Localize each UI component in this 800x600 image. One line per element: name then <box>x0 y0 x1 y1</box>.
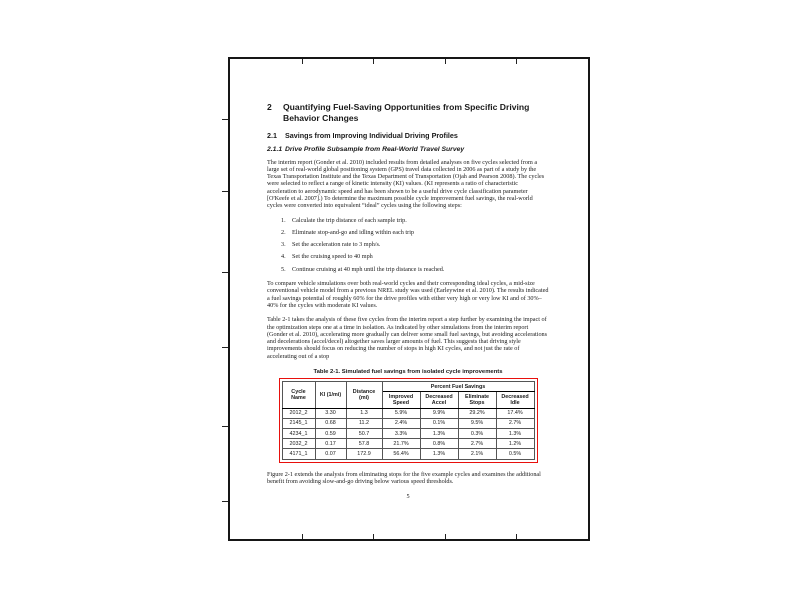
table-header <box>282 382 534 409</box>
table-cell: 1.3% <box>420 449 458 459</box>
fuel-savings-table <box>282 381 535 460</box>
table-cell: 0.3% <box>458 429 496 439</box>
tick-mark <box>445 534 446 539</box>
list-item-number: 4. <box>281 253 286 261</box>
table-cell: 2032_2 <box>282 439 315 449</box>
table-cell: 0.5% <box>496 449 534 459</box>
table-cell: 1.3% <box>420 429 458 439</box>
table-row <box>282 429 534 439</box>
tick-mark <box>373 534 374 539</box>
paragraph-table-intro: Table 2-1 takes the analysis of these five cycles from the interim report a step further by examining the impact of the optimization steps one at a time in isolation. As indicated by other simulations from the interim report (Gonder et al. 2010), accelerating more gradually can deliver some small fuel savings, but avoiding accelerations and decelerations (accel/decel) altogether saves larger amounts of fuel. This suggests that driving style improvements should focus on reducing the number of stops in high KI cycles, and not just the rate of accelerating out of a stop <box>267 316 548 360</box>
table-cell: 2145_1 <box>282 418 315 428</box>
tick-mark <box>373 59 374 64</box>
list-item <box>281 229 549 236</box>
table-cell: 9.5% <box>458 418 496 428</box>
column-header: Cycle Name <box>282 382 315 409</box>
page-content <box>267 102 549 500</box>
table-cell: 3.3% <box>382 429 420 439</box>
table-cell: 0.1% <box>420 418 458 428</box>
table-cell: 21.7% <box>382 439 420 449</box>
list-item <box>281 266 549 273</box>
tick-mark <box>445 59 446 64</box>
table-cell: 4234_1 <box>282 429 315 439</box>
table-cell: 50.7 <box>346 429 382 439</box>
tick-mark <box>222 272 228 273</box>
table-row <box>282 408 534 418</box>
table-body <box>282 408 534 459</box>
table-cell: 2.1% <box>458 449 496 459</box>
ideal-cycle-steps-list <box>267 217 549 273</box>
table-cell: 0.07 <box>315 449 346 459</box>
column-header: Decreased Accel <box>420 392 458 408</box>
table-cell: 0.59 <box>315 429 346 439</box>
section-number: 2 <box>267 102 272 112</box>
list-item-number: 3. <box>281 241 286 249</box>
table-cell: 1.3% <box>496 429 534 439</box>
column-group-header: Percent Fuel Savings <box>382 382 534 392</box>
list-item-text: Set the cruising speed to 40 mph <box>292 253 373 261</box>
section-title: Quantifying Fuel-Saving Opportunities from Specific Driving Behavior Changes <box>283 102 530 123</box>
paragraph-figure-intro: Figure 2-1 extends the analysis from eliminating stops for the five example cycles and examines the additional benefit from avoiding slow-and-go driving below various speed thresholds. <box>267 470 541 485</box>
table-cell: 0.8% <box>420 439 458 449</box>
tick-mark <box>222 501 228 502</box>
table-cell: 56.4% <box>382 449 420 459</box>
column-header: Improved Speed <box>382 392 420 408</box>
column-header: Distance (mi) <box>346 382 382 409</box>
subsection-number: 2.1 <box>267 131 277 140</box>
list-item-text: Set the acceleration rate to 3 mph/s. <box>292 241 381 249</box>
paragraph-intro: The interim report (Gonder et al. 2010) included results from detailed analyses on five cycles selected from a large set of real-world global positioning system (GPS) travel data collected in 2006 as part of a study by the Texas Transportation Institute and the Texas Department of Transportation (Ojah and Pearson 2008). The cycles were selected to reflect a range of kinetic intensity (KI) values. (KI represents a ratio of characteristic acceleration to aerodynamic speed and has been shown to be a useful drive cycle classification parameter [O'Keefe et al. 2007].) To determine the maximum possible cycle improvement fuel savings, the real-world cycles were converted into equivalent “ideal” cycles using the following steps: <box>267 158 545 210</box>
table-highlight-box <box>279 378 538 463</box>
list-item-text: Eliminate stop-and-go and idling within each trip <box>292 228 415 236</box>
list-item <box>281 253 549 260</box>
paragraph-simulation: To compare vehicle simulations over both real-world cycles and their corresponding ideal cycles, a mid-size conventional vehicle model from a previous NREL study was used (Earleywine et al. 2010). The results indicated a fuel savings potential of roughly 60% for the drive profiles with either very high or very low KI and of 30%–40% for the cycles with moderate KI values. <box>267 280 549 309</box>
table-cell: 4171_1 <box>282 449 315 459</box>
table-caption: Table 2-1. Simulated fuel savings from isolated cycle improvements <box>313 369 503 376</box>
table-cell: 0.68 <box>315 418 346 428</box>
subsubsection-heading <box>267 146 549 154</box>
column-header: Eliminate Stops <box>458 392 496 408</box>
subsection-heading <box>267 132 549 141</box>
table-cell: 2.7% <box>458 439 496 449</box>
table-cell: 1.2% <box>496 439 534 449</box>
table-cell: 3.30 <box>315 408 346 418</box>
list-item-text: Continue cruising at 40 mph until the trip distance is reached. <box>292 265 445 273</box>
table-cell: 29.2% <box>458 408 496 418</box>
column-header: Decreased Idle <box>496 392 534 408</box>
table-cell: 172.9 <box>346 449 382 459</box>
table-cell: 17.4% <box>496 408 534 418</box>
list-item-text: Calculate the trip distance of each sample trip. <box>292 216 407 224</box>
tick-mark <box>516 534 517 539</box>
table-cell: 9.9% <box>420 408 458 418</box>
subsubsection-title: Drive Profile Subsample from Real-World Travel Survey <box>285 145 465 153</box>
page-number: 5 <box>406 493 410 501</box>
tick-mark <box>302 59 303 64</box>
tick-mark <box>222 347 228 348</box>
tick-mark <box>516 59 517 64</box>
table-row <box>282 439 534 449</box>
table-cell: 11.2 <box>346 418 382 428</box>
page-frame <box>228 57 590 541</box>
table-cell: 2.7% <box>496 418 534 428</box>
tick-mark <box>222 191 228 192</box>
column-header: KI (1/mi) <box>315 382 346 409</box>
table-cell: 2.4% <box>382 418 420 428</box>
table-cell: 5.9% <box>382 408 420 418</box>
subsection-title: Savings from Improving Individual Driving Profiles <box>285 131 458 140</box>
table-cell: 57.8 <box>346 439 382 449</box>
section-heading <box>267 102 549 123</box>
list-item-number: 2. <box>281 228 286 236</box>
tick-mark <box>222 119 228 120</box>
table-row <box>282 449 534 459</box>
subsubsection-number: 2.1.1 <box>267 145 283 153</box>
table-cell: 2012_2 <box>282 408 315 418</box>
table-cell: 0.17 <box>315 439 346 449</box>
list-item-number: 5. <box>281 265 286 273</box>
list-item-number: 1. <box>281 216 286 224</box>
tick-mark <box>222 426 228 427</box>
table-cell: 1.3 <box>346 408 382 418</box>
table-row <box>282 418 534 428</box>
tick-mark <box>302 534 303 539</box>
list-item <box>281 217 549 224</box>
list-item <box>281 241 549 248</box>
